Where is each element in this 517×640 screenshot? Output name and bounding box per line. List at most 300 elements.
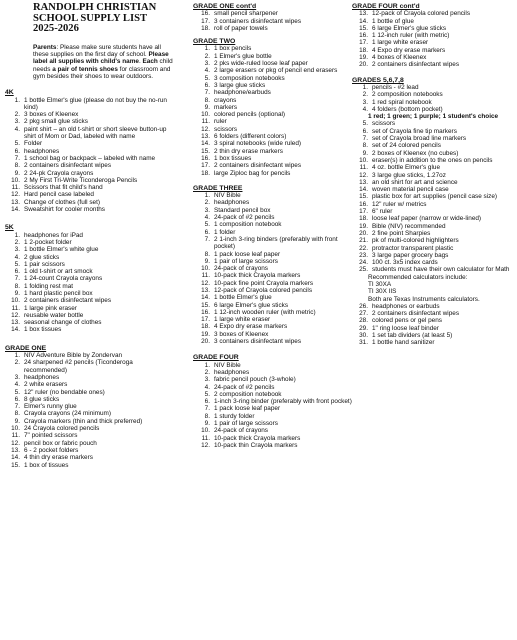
- item-text: 6 large Elmer's glue sticks: [372, 24, 447, 32]
- item-text: 1 24-count Crayola crayons: [24, 275, 103, 283]
- list-item: [5, 410, 177, 417]
- item-text: 6" ruler: [372, 208, 393, 216]
- item-text: an old shirt for art and science: [372, 178, 458, 186]
- list-item: [352, 157, 514, 164]
- item-number: 15.: [201, 301, 210, 309]
- item-text: 2 containers disinfectant wipes: [372, 310, 460, 318]
- list-grade-four: [193, 362, 353, 450]
- item-number: 8.: [14, 410, 20, 418]
- list-item: [5, 447, 177, 454]
- item-number: 22.: [359, 244, 368, 252]
- column-left: [5, 3, 177, 469]
- item-number: 15.: [201, 147, 210, 155]
- item-number: 1.: [204, 45, 210, 53]
- item-number: 1.: [362, 83, 368, 91]
- item-text: 1 pair of large scissors: [214, 257, 278, 265]
- list-item: [352, 179, 514, 186]
- list-item: [352, 201, 514, 208]
- item-number: 12.: [201, 279, 210, 287]
- item-text: paint shirt – an old t-shirt or short sleeve button-up shirt of Mom or Dad, labeled with name: [24, 125, 167, 141]
- item-text: Standard pencil box: [214, 206, 271, 214]
- list-item: [193, 140, 353, 147]
- item-number: 11.: [201, 118, 210, 126]
- item-text: pencils - #2 lead: [372, 83, 419, 91]
- list-grade-three: [193, 192, 353, 345]
- item-number: 3.: [204, 60, 210, 68]
- item-number: 1.: [204, 192, 210, 200]
- list-item: [5, 162, 177, 169]
- list-item: [5, 462, 177, 469]
- list-item: [352, 91, 514, 98]
- item-number: 17.: [201, 17, 210, 25]
- list-grade-four-contd: [352, 10, 514, 68]
- item-number: 12.: [11, 311, 20, 319]
- item-text: woven material pencil case: [372, 186, 449, 194]
- item-text: NIV Bible: [214, 192, 241, 200]
- list-item: [352, 142, 514, 149]
- list-item: [193, 133, 353, 140]
- item-number: 11.: [201, 272, 210, 280]
- list-item: [5, 199, 177, 206]
- item-number: 16.: [201, 154, 210, 162]
- list-item: [5, 111, 177, 118]
- item-text: 3 containers disinfectant wipes: [214, 17, 302, 25]
- list-item: [352, 10, 514, 17]
- item-number: 17.: [201, 162, 210, 170]
- calculator-note: [368, 274, 514, 303]
- item-text: headphones for iPad: [24, 231, 83, 239]
- list-5k: [5, 232, 177, 334]
- list-item: [352, 54, 514, 61]
- item-number: 2.: [14, 238, 20, 246]
- section-title-grade-four: GRADE FOUR: [193, 354, 239, 362]
- item-number: 16.: [201, 308, 210, 316]
- item-number: 11.: [11, 432, 20, 440]
- list-item: [193, 302, 353, 309]
- item-number: 20.: [201, 338, 210, 346]
- item-number: 14.: [359, 17, 368, 25]
- item-number: 4.: [362, 105, 368, 113]
- item-number: 8.: [204, 412, 210, 420]
- item-number: 5.: [14, 260, 20, 268]
- item-text: 12-pack of Crayola colored pencils: [214, 286, 313, 294]
- item-number: 4.: [14, 381, 20, 389]
- item-number: 6.: [204, 398, 210, 406]
- list-grade-one-contd: [193, 10, 353, 32]
- parents-bold: Please label all supplies with child's name: [33, 51, 169, 66]
- list-item: [352, 39, 514, 46]
- list-item: [193, 280, 353, 287]
- item-text: 1 box of tissues: [24, 461, 69, 469]
- item-number: 7.: [362, 135, 368, 143]
- item-text: 1 pair of large scissors: [214, 420, 278, 428]
- list-item: [352, 208, 514, 215]
- item-number: 15.: [359, 24, 368, 32]
- list-item: [352, 135, 514, 142]
- list-item: [352, 237, 514, 244]
- item-number: 2.: [362, 91, 368, 99]
- item-number: 13.: [11, 319, 20, 327]
- item-text: 1 bottle Elmer's glue (please do not buy the no-run kind): [24, 96, 167, 111]
- item-text: plastic box for art supplies (pencil case size): [372, 193, 498, 201]
- item-text: fabric pencil pouch (3-whole): [214, 376, 296, 384]
- item-text: Crayola markers (thin and thick preferred): [24, 417, 143, 425]
- item-text: 1 folder: [214, 228, 236, 236]
- list-item: [5, 268, 177, 275]
- item-number: 8.: [204, 96, 210, 104]
- item-number: 17.: [201, 316, 210, 324]
- list-grades-5-8: [352, 84, 514, 347]
- item-number: 16.: [359, 200, 368, 208]
- item-number: 6.: [204, 228, 210, 236]
- item-number: 2.: [204, 52, 210, 60]
- item-text: 2 glue sticks: [24, 253, 60, 261]
- item-text: 1 box tissues: [214, 154, 252, 162]
- item-text: 2 1-inch 3-ring binders (preferably with front pocket): [214, 235, 338, 251]
- list-item: [5, 418, 177, 425]
- item-number: 19.: [359, 54, 368, 62]
- list-item: [193, 258, 353, 265]
- list-item: [5, 97, 177, 112]
- item-text: 3 large paper grocery bags: [372, 251, 449, 259]
- list-item: [193, 236, 353, 251]
- item-number: 11.: [11, 184, 20, 192]
- item-text: 2 containers disinfectant wipes: [24, 162, 112, 170]
- item-number: 18.: [201, 323, 210, 331]
- item-text: Elmer's runny glue: [24, 403, 77, 411]
- parents-text: : Please make sure students have all these supplies on the first day of school.: [33, 43, 161, 59]
- section-title-5k: 5K: [5, 224, 14, 232]
- item-text: headphone/earbuds: [214, 89, 271, 97]
- item-text: 3 boxes of Kleenex: [214, 330, 269, 338]
- item-number: 4.: [204, 383, 210, 391]
- list-item: [5, 275, 177, 282]
- item-text: 6 large Elmer's glue sticks: [214, 301, 289, 309]
- item-number: 7.: [14, 154, 20, 162]
- item-number: 7.: [14, 403, 20, 411]
- item-text: 4 Expo dry erase markers: [372, 46, 446, 54]
- item-text: 12-pack of Crayola colored pencils: [372, 10, 471, 18]
- item-number: 9.: [14, 417, 20, 425]
- item-text: 1 2-pocket folder: [24, 238, 72, 246]
- item-number: 9.: [204, 420, 210, 428]
- list-item: [5, 148, 177, 155]
- item-number: 10.: [11, 425, 20, 433]
- item-number: 8.: [204, 250, 210, 258]
- list-item: [352, 332, 514, 339]
- item-text: Bible (NIV) recommended: [372, 222, 446, 230]
- list-item: [352, 223, 514, 230]
- item-number: 16.: [359, 32, 368, 40]
- item-number: 9.: [204, 257, 210, 265]
- item-text: 2 composition notebooks: [372, 91, 443, 99]
- item-text: 1 folding rest mat: [24, 282, 74, 290]
- parents-note: [33, 44, 176, 80]
- item-number: 14.: [11, 326, 20, 334]
- item-text: Crayola crayons (24 minimum): [24, 410, 112, 418]
- item-number: 11.: [201, 434, 210, 442]
- item-text: 7" pointed scissors: [24, 432, 78, 440]
- item-number: 5.: [14, 140, 20, 148]
- item-number: 5.: [204, 74, 210, 82]
- list-item: [193, 45, 353, 52]
- item-text: protractor transparent plastic: [372, 244, 454, 252]
- item-number: 23.: [359, 251, 368, 259]
- list-item: [193, 18, 353, 25]
- item-number: 28.: [359, 317, 368, 325]
- item-number: 9.: [362, 149, 368, 157]
- list-item: [352, 172, 514, 179]
- list-grade-two: [193, 45, 353, 176]
- item-text: headphones: [214, 199, 250, 207]
- list-item: [193, 420, 353, 427]
- item-number: 13.: [359, 178, 368, 186]
- list-item: [193, 118, 353, 125]
- item-number: 11.: [359, 164, 368, 172]
- list-item: [193, 405, 353, 412]
- folder-colors-note: 1 red; 1 green; 1 purple; 1 student's choice: [368, 113, 499, 121]
- list-item: [193, 162, 353, 169]
- item-number: 14.: [201, 140, 210, 148]
- item-number: 20.: [359, 229, 368, 237]
- item-text: colored pencils (optional): [214, 111, 286, 119]
- item-number: 14.: [11, 206, 20, 214]
- list-item: [352, 106, 514, 121]
- list-item: [5, 184, 177, 191]
- list-item: [5, 352, 177, 359]
- item-number: 13.: [11, 198, 20, 206]
- list-item: [5, 319, 177, 326]
- item-text: 24-pack of crayons: [214, 265, 268, 273]
- item-number: 14.: [201, 294, 210, 302]
- list-grade-one: [5, 352, 177, 469]
- item-number: 21.: [359, 237, 368, 245]
- item-text: pk of multi-colored highlighters: [372, 237, 459, 245]
- list-item: [352, 150, 514, 157]
- item-number: 14.: [359, 186, 368, 194]
- item-number: 3.: [14, 373, 20, 381]
- item-number: 1.: [204, 361, 210, 369]
- list-item: [193, 338, 353, 345]
- item-text: 2 fine point Sharpies: [372, 229, 431, 237]
- list-item: [5, 177, 177, 184]
- item-text: 1 composition notebook: [214, 221, 282, 229]
- item-text: 1 box pencils: [214, 45, 252, 53]
- list-item: [193, 265, 353, 272]
- list-item: [5, 140, 177, 147]
- list-item: [193, 251, 353, 258]
- item-number: 5.: [362, 120, 368, 128]
- list-item: [193, 384, 353, 391]
- list-item: [5, 118, 177, 125]
- calculator-note-line: TI 30X IIS: [368, 288, 397, 296]
- section-title-grade-two: GRADE TWO: [193, 38, 236, 46]
- item-number: 3.: [14, 246, 20, 254]
- list-item: [193, 369, 353, 376]
- item-text: headphones or earbuds: [372, 302, 440, 310]
- item-text: headphones: [24, 147, 60, 155]
- list-item: [5, 297, 177, 304]
- parents-text: .: [138, 58, 143, 66]
- item-number: 9.: [204, 103, 210, 111]
- item-number: 13.: [201, 286, 210, 294]
- item-text: 1 12-inch wooden ruler (with metric): [214, 308, 316, 316]
- item-number: 5.: [14, 388, 20, 396]
- item-number: 4.: [14, 253, 20, 261]
- item-number: 3.: [14, 118, 20, 126]
- list-item: [5, 381, 177, 388]
- list-item: [5, 246, 177, 253]
- item-text: 3 composition notebooks: [214, 74, 285, 82]
- item-text: Sweatshirt for cooler months: [24, 206, 105, 214]
- item-number: 10.: [201, 265, 210, 273]
- list-item: [193, 199, 353, 206]
- title-line: RANDOLPH CHRISTIAN: [33, 2, 157, 13]
- item-text: 6 - 2 pocket folders: [24, 446, 79, 454]
- item-text: 1 old t-shirt or art smock: [24, 268, 93, 276]
- item-number: 12.: [359, 171, 368, 179]
- section-title-4k: 4K: [5, 89, 14, 97]
- item-text: 2 containers disinfectant wipes: [214, 162, 302, 170]
- item-text: scissors: [214, 125, 238, 133]
- item-number: 27.: [359, 310, 368, 318]
- list-item: [193, 229, 353, 236]
- item-text: 24-pack of crayons: [214, 427, 268, 435]
- item-text: 4 folders (bottom pocket): [372, 105, 443, 113]
- list-item: [193, 221, 353, 228]
- item-number: 7.: [14, 275, 20, 283]
- item-text: small pencil sharpener: [214, 10, 278, 18]
- item-text: 2 white erasers: [24, 381, 68, 389]
- item-text: headphones: [24, 373, 60, 381]
- title-line: 2025-2026: [33, 23, 79, 35]
- item-number: 11.: [11, 304, 20, 312]
- item-number: 1.: [14, 231, 20, 239]
- section-title-grade-three: GRADE THREE: [193, 184, 243, 192]
- list-item: [193, 10, 353, 17]
- item-text: headphones: [214, 368, 250, 376]
- calculator-note-line: Recommended calculators include:: [368, 273, 468, 281]
- item-number: 2.: [14, 359, 20, 367]
- list-item: [352, 230, 514, 237]
- list-item: [5, 396, 177, 403]
- parents-text: for classroom and gym besides their shoes to wear outdoors.: [33, 65, 171, 80]
- item-number: 1.: [14, 352, 20, 360]
- item-text: 1-inch 3-ring binder (preferably with front pocket): [214, 398, 352, 406]
- item-number: 13.: [201, 133, 210, 141]
- item-text: 1" ring loose leaf binder: [372, 324, 439, 332]
- list-item: [193, 192, 353, 199]
- list-item: [352, 339, 514, 346]
- item-text: 24 Crayola colored pencils: [24, 425, 100, 433]
- item-number: 3.: [204, 206, 210, 214]
- list-item: [352, 25, 514, 32]
- list-item: [352, 259, 514, 266]
- parents-label: Parents: [33, 43, 57, 51]
- list-item: [352, 61, 514, 68]
- list-item: [5, 261, 177, 268]
- item-number: 9.: [14, 289, 20, 297]
- list-item: [352, 193, 514, 200]
- item-text: 12" ruler w/ metrics: [372, 200, 427, 208]
- list-item: [5, 239, 177, 246]
- list-item: [5, 389, 177, 396]
- item-text: 1 red spiral notebook: [372, 98, 432, 106]
- item-text: loose leaf paper (narrow or wide-lined): [372, 215, 482, 223]
- list-item: [5, 403, 177, 410]
- item-text: reusable water bottle: [24, 311, 84, 319]
- list-item: [193, 207, 353, 214]
- item-text: roll of paper towels: [214, 24, 268, 32]
- item-number: 5.: [204, 221, 210, 229]
- list-item: [193, 97, 353, 104]
- item-number: 3.: [362, 98, 368, 106]
- item-number: 12.: [201, 125, 210, 133]
- item-text: 2 containers disinfectant wipes: [372, 61, 460, 69]
- item-text: set of 24 colored pencils: [372, 142, 441, 150]
- item-text: 10-pack fine point Crayola markers: [214, 279, 314, 287]
- list-item: [193, 111, 353, 118]
- item-number: 7.: [204, 235, 210, 243]
- item-text: 3 large glue sticks: [214, 81, 266, 89]
- item-text: 1 pack loose leaf paper: [214, 250, 281, 258]
- item-text: 2 containers disinfectant wipes: [24, 297, 112, 305]
- item-number: 26.: [359, 302, 368, 310]
- list-item: [352, 303, 514, 310]
- item-number: 6.: [362, 127, 368, 135]
- list-item: [352, 266, 514, 302]
- item-number: 12.: [11, 191, 20, 199]
- list-item: [193, 272, 353, 279]
- list-item: [352, 252, 514, 259]
- item-text: 2 composition notebook: [214, 390, 282, 398]
- item-number: 24.: [359, 259, 368, 267]
- item-text: 1 pair scissors: [24, 260, 65, 268]
- list-item: [352, 47, 514, 54]
- item-number: 10.: [201, 427, 210, 435]
- title-line: SCHOOL SUPPLY LIST: [33, 12, 148, 24]
- item-number: 6.: [14, 147, 20, 155]
- item-number: 18.: [359, 46, 368, 54]
- item-text: 4 Expo dry erase markers: [214, 323, 288, 331]
- list-item: [193, 75, 353, 82]
- item-number: 10.: [201, 111, 210, 119]
- item-number: 2.: [204, 199, 210, 207]
- item-number: 16.: [201, 10, 210, 18]
- item-number: 13.: [359, 10, 368, 18]
- item-text: markers: [214, 103, 238, 111]
- item-text: 1 bottle of glue: [372, 17, 414, 25]
- item-text: 1 school bag or backpack – labeled with name: [24, 154, 156, 162]
- item-text: seasonal change of clothes: [24, 319, 102, 327]
- item-number: 19.: [201, 330, 210, 338]
- section-title-grade-four-contd: GRADE FOUR cont'd: [352, 3, 420, 10]
- item-number: 2.: [14, 111, 20, 119]
- column-right: [352, 3, 514, 347]
- item-number: 30.: [359, 332, 368, 340]
- item-text: eraser(s) in addition to the ones on pencils: [372, 156, 493, 164]
- item-text: Scissors that fit child's hand: [24, 184, 103, 192]
- list-item: [5, 170, 177, 177]
- list-item: [193, 82, 353, 89]
- list-item: [193, 435, 353, 442]
- list-item: [5, 254, 177, 261]
- item-text: Hard pencil case labeled: [24, 191, 94, 199]
- item-text: 1 12-inch ruler (with metric): [372, 32, 450, 40]
- item-text: 4 oz. bottle Elmer's glue: [372, 164, 441, 172]
- item-text: 1 bottle hand sanitizer: [372, 339, 435, 347]
- item-number: 10.: [359, 156, 368, 164]
